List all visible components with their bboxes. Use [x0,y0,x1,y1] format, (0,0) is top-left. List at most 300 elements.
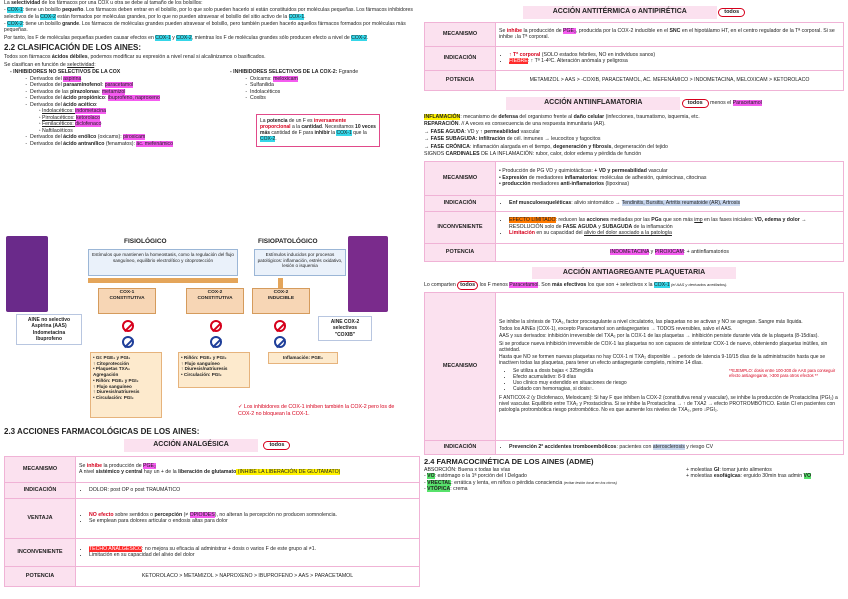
row-header: INDICACIÓN [5,482,76,498]
text: de un F es [287,117,314,124]
drug-highlight: indometacina [75,108,107,115]
text: + molestias [686,473,714,479]
text: Fgrande [337,69,359,76]
cox2-tag: COX-2 [260,136,276,143]
row-content [76,538,420,566]
inflammation-text [424,114,844,158]
text: : erguido 30min tras admin [740,473,804,479]
text: FIEBRE [509,58,528,65]
text: Lo comparten [424,282,458,289]
list-item: - Derivados del ácido acético: ◦ Indolacéticos: indometacina ◦ Pirrolacéticos: ketorolaco ◦ Fenilacéticos: diclofenaco ◦ Naftilacéticos [30,102,229,135]
todos-pill: todos [457,281,478,290]
text: Prevención 2ª accidentes tromboembólicos [509,444,617,451]
cox1-tag: COX-1 [336,130,352,137]
text: mediadores [530,181,561,188]
text: ABSORCIÓN [424,466,456,473]
text: VD, edema y dolor [754,217,800,224]
row-header: MECANISMO [5,456,76,482]
text: : tiene un bolsillo [22,7,63,14]
cox1-tag: COX-1 [7,7,23,14]
text: EFECTO LIMITADO [509,217,556,224]
text: : mecanismo de [460,113,499,120]
list-item [509,58,840,65]
text: inflamatorios [564,174,598,181]
text: SNC [669,27,681,34]
row-content [496,243,844,261]
text: Limitación [509,230,535,237]
text: sistémico y central [95,469,143,476]
outcome-line: • GI: PGE₂ y PGI₂ [93,355,131,360]
text: SUBAGUDA [602,223,633,230]
cox1-tag: COX-1 [155,34,171,41]
drug-highlight: ác. mefenámico [136,140,174,147]
selective-list: - INHIBIDORES SELECTIVOS DE LA COX-2: Fgrande - Oxicams: meloxicam - Sulfanilida - Indolacéticos - Coxibs La potencia de un F es inversamente proporcional a la cantidad. Necesitamos 10 veces más cantidad de F para inhibir la COX-1 que la COX-2. [230,69,420,147]
cox2-tag: COX-2 [40,13,56,20]
paragraph: Si se produce nueva inhibición irreversible de COX-1 las plaquetas no son capaces de sintetizar COX-1 de nuevo, obteniendo plaquetas inútiles, sin actividad. [499,340,828,353]
text: OPIOIDES [189,511,215,518]
text: : alivio sintomático → [571,199,622,206]
non-selective-list: - INHIBIDORES NO SELECTIVOS DE LA COX - Derivados del aspirina - Derivados del paraaminofenol: paracetamol - Derivados de las pirazolonas: metamizol - Derivados del ácido propiónico: ibuprofeno, naproxeno - Derivados del ácido acético: ◦ Indolacéticos: indometacina ◦ Pirrolacéticos: ketorolaco ◦ Fenilacéticos: diclofenaco ◦ Naftilacéticos - Derivados del ácido enólico (oxicams): piroxicam - Derivados del ácido antranílico (fenamatos): ác. mefenámico [4,69,229,147]
text: PGs [651,217,662,224]
table-row [425,441,844,455]
row-content [496,441,844,455]
text: ACCIÓN ANALGÉSICA [153,441,229,448]
table-row [425,46,844,70]
inhibit-icon [210,336,222,348]
text: ácido antranílico [63,140,105,147]
row-header: MECANISMO [425,22,496,46]
text: producción [502,181,531,188]
section-title: 2.3 ACCIONES FARMACOLÓGICAS DE LOS AINES: [4,427,200,436]
table-row [425,70,844,90]
list-item [30,141,229,148]
text: Todos son fármacos [4,54,52,61]
list-item [509,200,840,207]
outcome-line: ↑ Citoprotección [93,360,129,366]
antipyretic-table [424,22,844,91]
row-header: INDICACIÓN [425,441,496,455]
text: NO efecto [89,511,114,518]
cox1-tag: COX-1 [653,282,670,289]
section-title: 2.2 CLASIFICACIÓN DE LOS AINES: [4,43,142,53]
text: más efectivos [551,282,587,289]
text: inhibe [506,27,523,34]
row-header: INCONVENIENTE [5,538,76,566]
row-header: INCONVENIENTE [425,211,496,243]
row-content [496,195,844,211]
text: la [329,130,337,137]
text: selectividad [67,61,95,68]
drug-highlight: paracetamol [104,82,134,89]
table-row [425,161,844,195]
fisio-title: FISIOLÓGICO [124,238,167,245]
right-column [424,6,844,499]
drug-highlight: piroxicam [123,134,146,141]
text: daño celular [573,113,605,120]
text: en su capacidad del [534,230,584,237]
text: de la inflamación [632,223,673,230]
classification-lists [4,69,420,181]
text: REPARACIÓN [424,121,459,127]
text: esofágicas [713,473,741,479]
text: : Buena x todas las vías [455,466,511,473]
cox2i-outcome: Inflamación: PGE₂ [268,352,338,364]
text: grande [62,21,80,28]
pathologic-stimuli: Estímulos inducidos por procesos patológicos: inflamación, estrés oxidativo, lesión o isquemia [254,249,346,276]
text: Derivados del [30,75,64,82]
list-item: - Derivados de las pirazolonas: metamizol [30,89,229,96]
text: degeneración y fibrosis [553,143,612,150]
paragraph: F ANTICOX-2 (y Diclofenaco, Meloxicam): Si hay F que inhiben la COX-2 (constitutiva renal y vascular), se inhibe la producción de Prostaciclina (PGI₂) a nivel vascular. Equilibrio entre TXA₂ y Prostaciclina. Si se inhibe la Prostaciclina → ↑ de TXA2 → efecto PROTROMBÓTICO. Están CI en pacientes con patología protrombótica riesgo protrombótico. No es que aumente los niveles de TXA₂, pero ↓PGI₂. [499,394,838,414]
outcome-line: • Circulación: PGI₂ [181,372,222,378]
text: Derivados del [30,101,64,108]
text: Se [79,462,87,469]
cox2-tag: COX-2 [176,34,192,41]
cox2-inducible: COX-2 INDUCIBLE [252,288,310,314]
text: inhibir [314,130,330,137]
text: + VD y permeabilidad [594,168,647,175]
cox1-constitutive: COX-1 CONSTITUTIVA [98,288,156,314]
row-content [76,456,420,482]
text: : no mejora su eficacia al administrar + dosis o varios F de este grupo al ≠1. [142,545,317,552]
text: la producción de [102,462,144,469]
text: pequeño [62,7,84,14]
drug-highlight: Paracetamol [732,99,762,106]
antiplatelet-intro [424,281,844,290]
paragraph: Todos los AINEs (COX-1), excepto Paracetamol son antiagregantes → TODOS reversibles, salvo el AAS. [499,326,733,333]
text: (oxicams): [96,134,124,141]
row-content [496,46,844,70]
text: Naftilacéticos [42,127,73,134]
row-header: POTENCIA [425,243,496,261]
inhibit-icon [274,320,286,332]
cox1-image [6,236,48,312]
text: A nivel [79,469,96,476]
inhibit-icon [274,336,286,348]
list-item: - Derivados del ácido propiónico: ibuprofeno, naproxeno [30,95,229,102]
text: en las fases iniciales: [702,217,755,224]
paragraph: AAS y sus derivados: inhibición irreversible del TXA₂ por la COX-1 de las plaquetas → inhibición persiste durante vida de la plaqueta (8-15días). [499,333,819,340]
antiinflammatory-table [424,161,844,262]
text: imp [694,217,703,224]
text: pirazolonas [70,88,99,95]
text: cantidad [301,123,322,130]
text: acciones [586,217,609,224]
text: la producción de [522,27,564,34]
list-item: • Se utiliza a dosis bajas < 325mg/día [513,368,703,374]
todos-pill: todos [682,99,709,108]
text: y [170,34,177,41]
text: alivio del dolor asociado a la patología [583,230,672,237]
text: vascular [646,168,668,175]
list-item: • DOLOR: post OP o post TRAUMÁTICO [89,487,416,494]
text: percepción [154,511,183,518]
todos-pill: todos [263,441,290,450]
row-header: INDICACIÓN [425,195,496,211]
cox2c-outcomes [178,352,250,388]
text: inversamente proporcional [260,117,347,130]
text: defensa [498,113,518,120]
text: , mientras los F de moléculas grandes sólo producen efecto a nivel de [191,34,352,41]
text: sobre sentidos o [113,511,155,518]
antiplatelet-table [424,292,844,455]
text: Fenilacéticos: [42,121,76,128]
text: que son más [661,217,695,224]
list-item [250,95,420,102]
drug-highlight: Paracetamol [509,282,539,289]
text: + molestias [686,466,714,473]
table-row [5,482,420,498]
text: VRECTAL [427,479,452,486]
arrow [88,278,238,283]
text: : tomar junto alimentos [719,466,772,473]
potency-note [256,114,380,147]
text: liberación de glutamato [178,469,237,476]
list-item: • Uso clínico muy extendido en situaciones de riesgo [513,380,703,386]
text: del organismo frente al [517,113,574,120]
text: . Los fármacos de moléculas grandes pueden atravesar el bolsillo, pero también pueden hacerlo aquellos fármacos formados por moléculas más pequeñas. [4,21,406,34]
list-item: • Cuidado con hemorragias, si dosis↑. [513,386,703,392]
table-row [5,498,420,538]
text: selectividad [11,0,41,6]
text: (evitar lesión local en los cirros) [563,480,617,485]
row-content [76,482,420,498]
text: menos el [708,99,733,106]
text: Pirrolacéticos: [42,114,77,121]
text: : VD y ↑ [464,128,485,135]
antiinflammatory-banner: ACCIÓN ANTIINFLAMATORIA [506,97,680,110]
list-item [509,217,840,230]
text: . // A veces es consecuencia de una respuesta inmunitaria (AR). [458,121,606,127]
text: Sulfanilida [250,82,274,89]
outcome-line: ↑ Diuresis/natriuresis [93,389,140,395]
pharmacokinetics-section: 2.4 FARMACOCINÉTICA DE LOS AINES (ADME) ABSORCIÓN: Buena x todas las vías - VO: estómago o la 1ª porción del I Delgado - VRECTAL: errática y lenta, en niños o pérdida consciencia (evitar lesión local en los cirros) - VTÓPICA: crema + molestias GI: tomar junto alimentos + molestias esofágicas: erguido 30min tras admin VO [424,457,844,498]
outcome-line: ↑ Flujo sanguíneo [181,360,220,366]
text: en el hipotálamo HT, en el centro regulador de la Tª corporal. Si se inhibe ↓la Tª corporal. [499,27,835,41]
table-row [425,195,844,211]
text: : estómago o la 1ª porción del I Delgado [434,473,527,479]
row-content: • Producción de PG VD y quimiotácticas: + VD y permeabilidad vascular • Expresión de mediadores inflamatorios: moléculas de adhesión, quimiocinas, citocinas • producción mediadores anti-inflamatorios (lipoxinas) [496,161,844,195]
text: Producción de PG VD y quimiotácticas: [502,168,595,175]
row-header: MECANISMO [425,161,496,195]
row-header: MECANISMO [425,293,496,441]
text: están formados por moléculas grandes, por lo que no pueden atravesar el bolsillo del sitio activo de la [55,13,289,20]
row-header: INDICACIÓN [425,46,496,70]
row-content [496,22,844,46]
list-item: - Derivados del paraaminofenol: paracetamol [30,82,229,89]
text: VO [427,473,435,479]
antiplatelet-banner: ACCIÓN ANTIAGREGANTE PLAQUETARIA [532,267,736,280]
drug-highlight: aspirina [63,75,82,82]
text: , degeneración del tejido [611,143,668,150]
table-row [5,538,420,566]
text: TECHO ANALGÉSICO [89,545,143,552]
cox2-tag: COX-2 [351,34,367,41]
cox1-tag: COX-1 [288,13,305,20]
text: (infecciones, traumatismo, isquemia, etc. [604,113,700,120]
text: de los fármacos por una COX u otra se debe al tamaño de los bolsillos: [40,0,203,6]
text: DE LA INFLAMACIÓN: rubor, calor, dolor edema y pérdida de función [479,151,642,157]
text: . [366,34,369,41]
text: mediadas por las [608,217,652,224]
drug-highlight: INDOMETACINA [610,248,650,255]
text: y [649,248,655,255]
text: Expresión [502,174,528,181]
paragraph: Se inhibe la síntesis de TXA₂, factor procoagulante a nivel circulatorio, las plaquetas no se activan y NO se agregan. Sangre más líquida. [499,318,803,325]
row-content [76,498,420,538]
text: Oxicams: [250,75,274,82]
text: GI [713,466,720,473]
text: inhibe [86,462,103,469]
list-title: INHIBIDORES SELECTIVOS DE LA COX-2: [233,69,338,76]
text: y riesgo CV [684,444,714,451]
table-row [5,456,420,482]
row-content: METAMIZOL > AAS > -COXIB, PARACETAMOL, AC. MEFENÁMICO > INDOMETACINA, MELOXICAM > KETOROLACO [496,70,844,90]
text: VTÓPICA [427,486,451,492]
outcome-line: ↑ Diuresis/natriuresis [181,366,228,372]
classification-section: 2.2 CLASIFICACIÓN DE LOS AINES: Todos son fármacos ácidos débiles, podemos modificar su expresión a nivel renal si alcalinizamos o basificados. Se clasifican en función de selectividad: - INHIBIDORES NO SELECTIVOS DE LA COX - Derivados del aspirina - Derivados del paraaminofenol: paracetamol - Derivados de las pirazolonas: metamizol - Derivados del ácido propiónico: ibuprofeno, naproxeno - Derivados del ácido acético: ◦ Indolacéticos: indometacina ◦ Pirrolacéticos: ketorolaco ◦ Fenilacéticos: diclofenaco ◦ Naftilacéticos - Derivados del ácido enólico (oxicams): piroxicam - Derivados del ácido antranílico (fenamatos): ác. mefenámico - INHIBIDORES SELECTIVOS DE LA COX-2: Fgrande - Oxicams: meloxicam - Sulfanilida - Indolacéticos - Coxibs La potencia de un F es inversamente proporcional a la cantidad. Necesitamos 10 veces más cantidad de F para inhibir la COX-1 que la COX-2. [4,43,420,181]
aine-selective: AINE COX-2 selectivos "COXIB" [318,316,372,341]
text: de mediadores [527,174,565,181]
text: que la [351,130,367,137]
outcome-line: • Riñón: PGE₂ y PGI₂ [93,377,139,383]
text: , producida por la COX-2 inducible en el [576,27,670,34]
text: vascular [519,128,540,135]
text: anti-inflamatorios [560,181,605,188]
text: Se [499,27,507,34]
text: ↑ Tª corporal [509,51,541,58]
table-row [5,566,420,586]
text: ácido propiónico [63,95,105,102]
analgesic-banner [124,439,258,452]
antipyretic-banner: ACCIÓN ANTITÉRMICA o ANTIPIRÉTICA [523,6,717,19]
paragraph: Hasta que NO se formen nuevas plaquetas no hay COX-1 ni TXA₂ disponible → periodo de latencia 9-10/15 días de la administración hasta que se inactiven todas las plaquetas, para tener un efecto antiagregante completo, mínimo 14 días. [499,354,826,367]
text: PGE₂ [143,462,156,469]
text: (fenamatos): [104,140,137,147]
text: Derivados de las [30,88,71,95]
text: → FASE AGUDA [424,128,465,135]
section-title: 2.4 FARMACOCINÉTICA DE LOS AINES (ADME) [424,457,594,467]
dose-note: **EJEMPLO: dosis entre 100-300 de AAS para conseguir efecto antiagregante, >300 para otros efectos ** [729,367,836,378]
text: aterosclerosis [652,444,685,451]
inhibit-icon [210,320,222,332]
text: : errática y lenta, en niños o pérdida consciencia [451,479,564,486]
text: : infiltración [475,136,506,142]
table-row [425,293,844,441]
text: La [260,117,267,124]
list-item: • Efecto acumulativo: 8-9 días [513,374,703,380]
cox2-tag: COX-2 [7,21,23,28]
text: Indolacéticos: [42,108,76,115]
analgesic-table [4,456,420,587]
text: Por tanto, los F de moléculas pequeñas pueden causar efectos en [4,34,156,41]
text: Derivados del [30,134,64,141]
pharmacological-actions [4,427,420,587]
text: CARDINALES [445,151,480,157]
text: 10 veces más [260,123,376,137]
text: : crema [450,486,468,492]
list-item: • Se emplean para dolores articular o endosis altas para dolor [89,518,416,525]
text: : ↑ Tª 1-4ºC. Alteración anómala y peligrosa [527,58,628,65]
text: . Los fármacos deben entrar en el bolsillo, por lo que solo pueden hacerlo si están constituidos por moléculas pequeñas. Los fármacos inhibidores selectivos de la [4,7,413,20]
diagram-note: ✓ Los inhibidores de COX-1 inhiben también la COX-2 pero los de COX-2 no bloquean la COX-1. [238,404,395,417]
text: FASE AGUDA [562,223,597,230]
text: La [4,0,12,6]
drug-highlight: ibuprofeno, naproxeno [107,95,160,102]
text: ácido enólico [63,134,97,141]
outcome-line: • Riñón: PGE₂ y PGI₂ [181,355,227,360]
text: a la [290,123,302,130]
text: ácidos débiles [51,54,88,61]
text: SIGNOS [424,151,446,157]
text: INFLAMACIÓN [424,113,461,120]
list-item [509,444,840,451]
text: : tiene un bolsillo [22,21,63,28]
drug-highlight: metamizol [101,88,126,95]
text: → FASE SUBAGUDA [424,136,476,142]
text: : pacientes con [616,444,653,451]
text: Indolacéticos [250,88,281,95]
left-column [4,0,420,181]
text: Coxibs [250,95,266,102]
drug-highlight: meloxicam [273,75,298,82]
cox2-image [348,236,388,312]
text: : + antiinflamatorios [683,248,729,255]
drug-highlight: ketorolaco [76,114,100,121]
list-item [509,230,840,237]
text: Derivados del [30,140,64,147]
list-title: INHIBIDORES NO SELECTIVOS DE LA COX [13,69,121,76]
text: → FASE CRÓNICA [424,143,470,150]
outcome-line: Agregación [93,372,119,378]
text: paraaminofenol [63,82,102,89]
text: (SOLO estados febriles, NO en individuos sanos) [540,51,656,58]
aine-non-selective: AINE no selectivo Aspirina (AAS) Indometacina Ibuprofeno [16,314,82,345]
text: (el AAS y derivados acetilados). [669,282,728,288]
text: VO [803,473,812,479]
row-content [496,293,844,441]
text: : inflamación alargada en el tiempo, [469,143,554,150]
text: Derivados del [30,95,64,102]
outcome-line: ↑ Flujo sanguíneo [93,383,132,389]
text: los F menos [478,282,510,289]
outcome-line: • Plaquetas TXA₂ [93,366,131,372]
text: de cél. inmunes → leucocitos y fagocitos [505,136,601,142]
fisiopat-title: FISIOPATOLÓGICO [258,238,318,245]
text: Tendinitis, Bursitis, Artritis reumatoide (AR), Artrosis [621,199,741,206]
list-item: • Limitación en su capacidad del alivio del dolor [89,552,416,559]
drug-highlight: PIROXICAM [654,248,684,255]
text: (INHIBE LA LIBERACIÓN DE GLUTAMATO) [236,469,341,476]
cox1-outcomes [90,352,162,418]
physiologic-stimuli: Estímulos que mantienen la homeostasis, como la regulación del flujo sanguíneo, equilibrio electrolítico y citoprotección [88,249,238,276]
inhibit-icon [122,336,134,348]
text: y [596,223,603,230]
table-row [425,211,844,243]
row-header: POTENCIA [425,70,496,90]
row-content: KETOROLACO > METAMIZOL > NAPROXENO > IBUPROFENO > AAS > PARACETAMOL [76,566,420,586]
text: hay un + de la [142,469,179,476]
text: , podemos modificar su expresión a nivel renal si alcalinizamos o basificados. [87,54,266,61]
text: los que son + selectivos x la [586,282,654,289]
text: ), no alteran la percepción no producen somnolencia. [214,511,337,518]
cox-diagram [6,236,412,426]
outcome-line: • Circulación: PGI₂ [93,395,134,401]
text: (lipoxinas) [604,181,630,188]
text: . Necesitamos [321,123,356,130]
text: Derivados del [30,82,64,89]
text: Se clasifican en función de [4,61,68,68]
